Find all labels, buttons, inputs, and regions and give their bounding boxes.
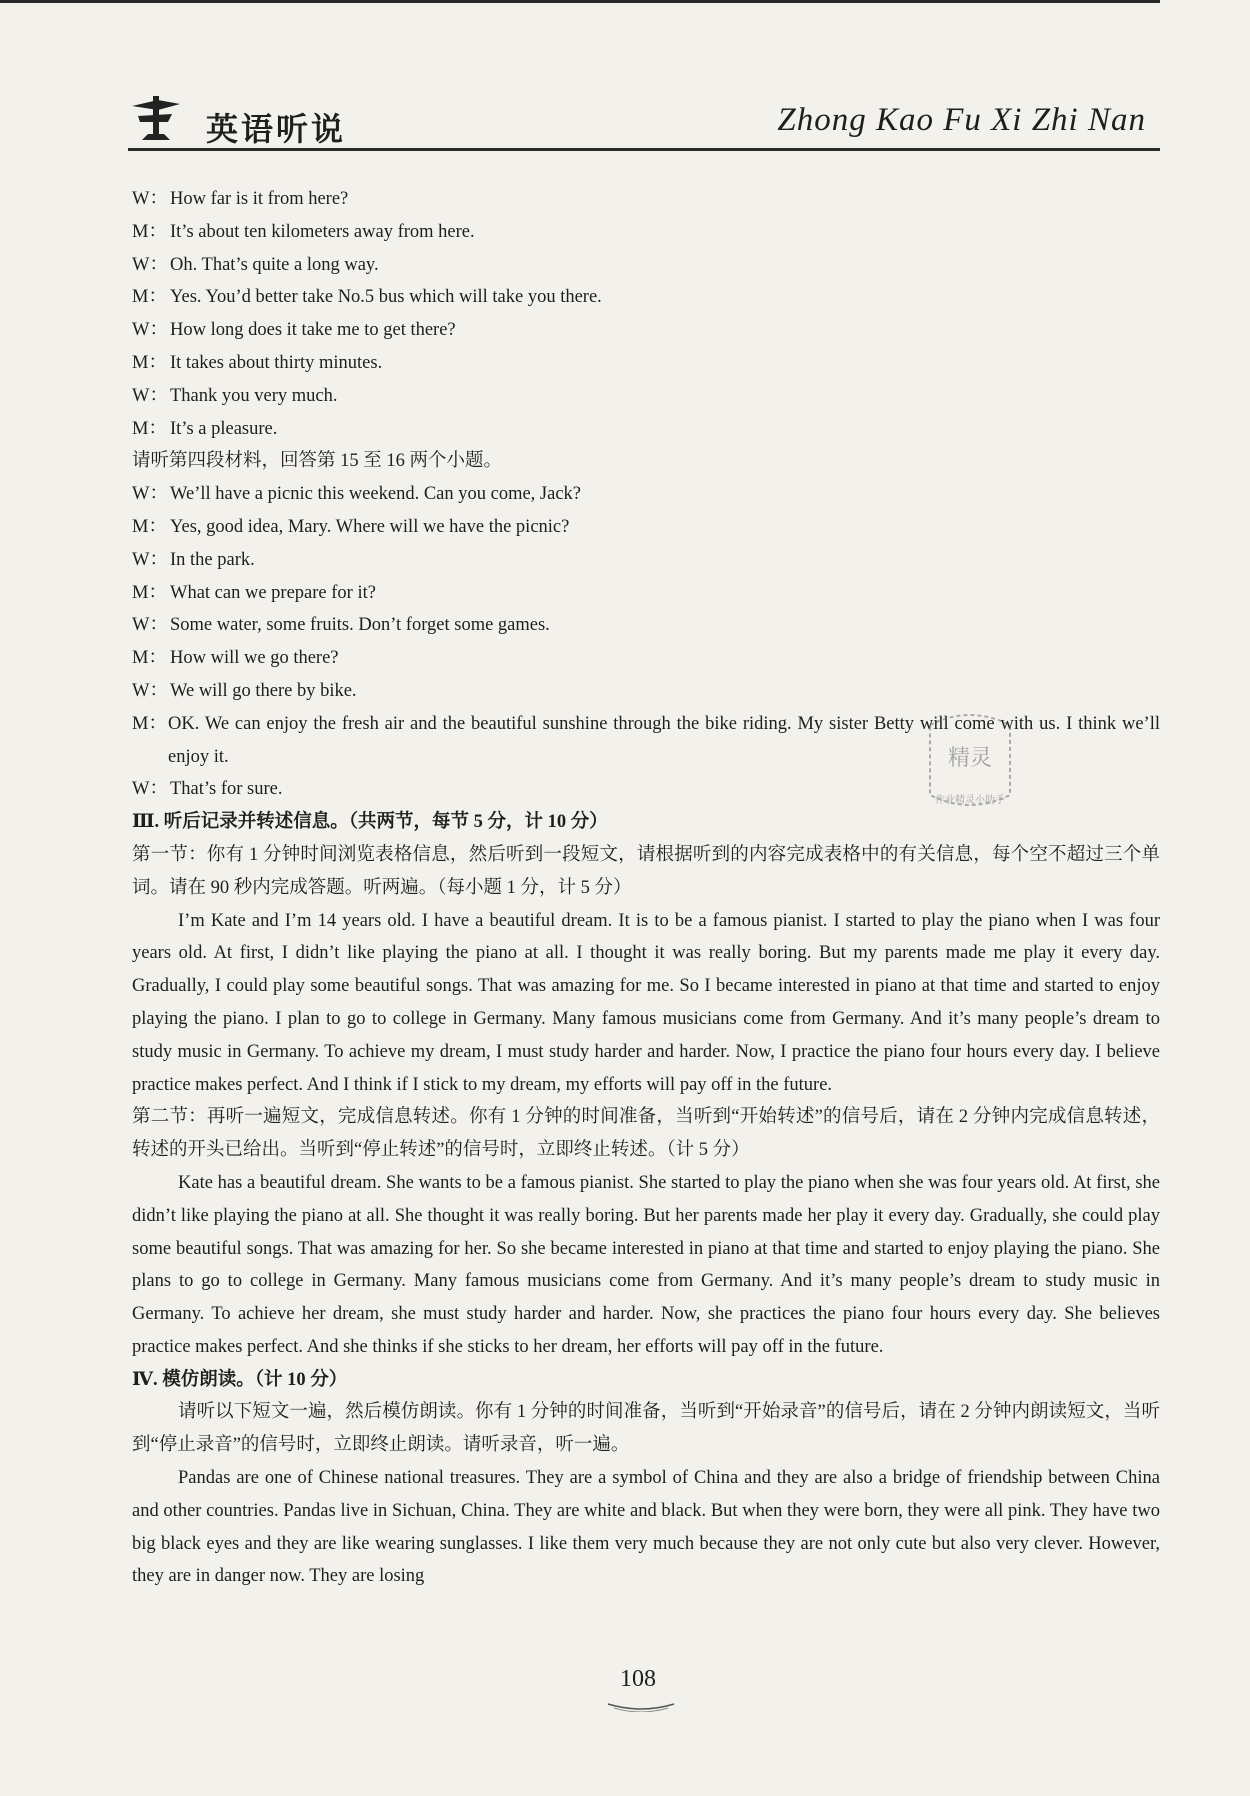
speaker-label: W： — [132, 680, 168, 701]
dialogue-line — [132, 183, 1160, 216]
section-3-part-1-instruction: 第一节：你有 1 分钟时间浏览表格信息，然后听到一段短文，请根据听到的内容完成表格中的有关信息，每个空不超过三个单词。请在 90 秒内完成答题。听两遍。（每小题 1 分，计 5 分） — [132, 844, 1160, 898]
dialogue-text: How will we go there? — [170, 648, 339, 669]
speaker-label: M： — [132, 221, 167, 242]
speaker-label: W： — [132, 385, 168, 406]
speaker-label: W： — [132, 254, 168, 275]
section-4-title: Ⅳ. 模仿朗读。（计 10 分） — [132, 1369, 348, 1390]
dialogue-line — [132, 281, 1160, 314]
dialogue-text: Yes. You’d better take No.5 bus which will take you there. — [170, 287, 602, 308]
dialogue-text: It takes about thirty minutes. — [170, 352, 383, 373]
top-border-line — [0, 0, 1160, 3]
dialogue-line — [132, 413, 1160, 446]
dialogue-line — [132, 642, 1160, 675]
speaker-label: M： — [132, 352, 167, 373]
dialogue-text: Thank you very much. — [170, 385, 338, 406]
dialogue-text: Yes, good idea, Mary. Where will we have the picnic? — [170, 516, 570, 537]
dialogue-line — [132, 544, 1160, 577]
speaker-label: M： — [132, 713, 167, 734]
page-content — [132, 183, 1160, 1593]
dialogue-line — [132, 314, 1160, 347]
dialogue-text: What can we prepare for it? — [170, 582, 376, 603]
speaker-label: M： — [132, 582, 167, 603]
watermark-text: 精灵 — [947, 746, 993, 771]
dialogue-text: We will go there by bike. — [170, 680, 357, 701]
speaker-label: W： — [132, 189, 168, 209]
dialogue-text: How long does it take me to get there? — [170, 320, 456, 341]
dialogue-text: We’ll have a picnic this weekend. Can you come, Jack? — [170, 484, 582, 505]
dialogue-text: How far is it from here? — [170, 189, 349, 209]
watermark-ring-text: 作业精灵小助手 — [935, 795, 1005, 806]
section-3-title: Ⅲ. 听后记录并转述信息。（共两节，每节 5 分，计 10 分） — [132, 812, 608, 833]
dialogue-line — [132, 380, 1160, 413]
speaker-label: M： — [132, 648, 167, 669]
dialogue-text: Some water, some fruits. Don’t forget some games. — [170, 615, 550, 636]
section-3-part-2-instruction: 第二节：再听一遍短文，完成信息转述。你有 1 分钟的时间准备，当听到“开始转述”的信号后，请在 2 分钟内完成信息转述，转述的开头已给出。当听到“停止转述”的信号时，立即终止转述。（计 5 分） — [132, 1107, 1160, 1161]
material-4-instruction: 请听第四段材料，回答第 15 至 16 两个小题。 — [132, 451, 503, 472]
dialogue-text: In the park. — [170, 549, 255, 570]
speaker-label: W： — [132, 320, 168, 341]
page-number: 108 — [620, 1666, 656, 1692]
dialogue-text: OK. We can enjoy the fresh air and the beautiful sunshine through the bike riding. My sister Betty will come with us. I think we’ll enjoy it. — [168, 713, 1160, 767]
speaker-label: W： — [132, 549, 168, 570]
signpost-logo-icon — [128, 94, 184, 142]
page-number-ornament-icon — [606, 1700, 676, 1712]
header-divider — [128, 148, 1160, 151]
dialogue-line — [132, 249, 1160, 282]
watermark-stamp-icon — [910, 695, 1030, 830]
speaker-label: M： — [132, 287, 167, 308]
page-header — [128, 88, 1158, 148]
dialogue-line — [132, 609, 1160, 642]
dialogue-line — [132, 347, 1160, 380]
speaker-label: W： — [132, 615, 168, 636]
dialogue-3 — [132, 183, 1160, 445]
dialogue-text: It’s about ten kilometers away from here. — [170, 221, 475, 242]
header-title-chinese: 英语听说 — [206, 111, 347, 147]
section-3-part-1-passage: I’m Kate and I’m 14 years old. I have a beautiful dream. It is to be a famous pianist. I started to play the piano when I was four years old. At first, I didn’t like playing the piano at all. I thought it was really boring. But my parents made me play it every day. Gradually, I could play some beautiful songs. That was amazing for me. So I became interested in piano at that time and started to enjoy playing the piano. I plan to go to college in Germany. Many famous musicians come from Germany. And it’s many people’s dream to study music in Germany. To achieve my dream, I must study harder and harder. Now, I practice the piano four hours every day. I believe practice makes perfect. And I think if I stick to my dream, my efforts will pay off in the future. — [132, 910, 1160, 1095]
section-4-passage: Pandas are one of Chinese national treasures. They are a symbol of China and they are also a bridge of friendship between China and other countries. Pandas live in Sichuan, China. They are white and black. But when they were born, they were all pink. They have two big black eyes and they are like wearing sunglasses. I like them very much because they are not only cute but also very clever. However, they are in danger now. They are losing — [132, 1468, 1160, 1587]
speaker-label: W： — [132, 779, 168, 800]
dialogue-text: That’s for sure. — [170, 779, 283, 800]
speaker-label: M： — [132, 516, 167, 537]
section-3-part-2-passage: Kate has a beautiful dream. She wants to be a famous pianist. She started to play the piano when she was four years old. At first, she didn’t like playing the piano at all. She thought it was really boring. But her parents made her play it every day. Gradually, she could play some beautiful songs. That was amazing for her. So she became interested in piano at that time and started to enjoy playing the piano. She plans to go to college in Germany. Many famous musicians come from Germany. And it’s many people’s dream to study music in Germany. To achieve her dream, she must study harder and harder. Now, she practices the piano four hours every day. She believes practice makes perfect. And she thinks if she sticks to her dream, her efforts will pay off in the future. — [132, 1172, 1160, 1357]
speaker-label: M： — [132, 418, 167, 439]
dialogue-line — [132, 511, 1160, 544]
section-4-instruction: 请听以下短文一遍，然后模仿朗读。你有 1 分钟的时间准备，当听到“开始录音”的信号后，请在 2 分钟内朗读短文，当听到“停止录音”的信号时，立即终止朗读。请听录音，听一遍。 — [132, 1402, 1160, 1456]
dialogue-line — [132, 216, 1160, 249]
dialogue-text: It’s a pleasure. — [170, 418, 278, 439]
dialogue-line — [132, 577, 1160, 610]
header-title-english: Zhong Kao Fu Xi Zhi Nan — [777, 102, 1146, 138]
speaker-label: W： — [132, 484, 168, 505]
dialogue-line — [132, 478, 1160, 511]
dialogue-text: Oh. That’s quite a long way. — [170, 254, 379, 275]
